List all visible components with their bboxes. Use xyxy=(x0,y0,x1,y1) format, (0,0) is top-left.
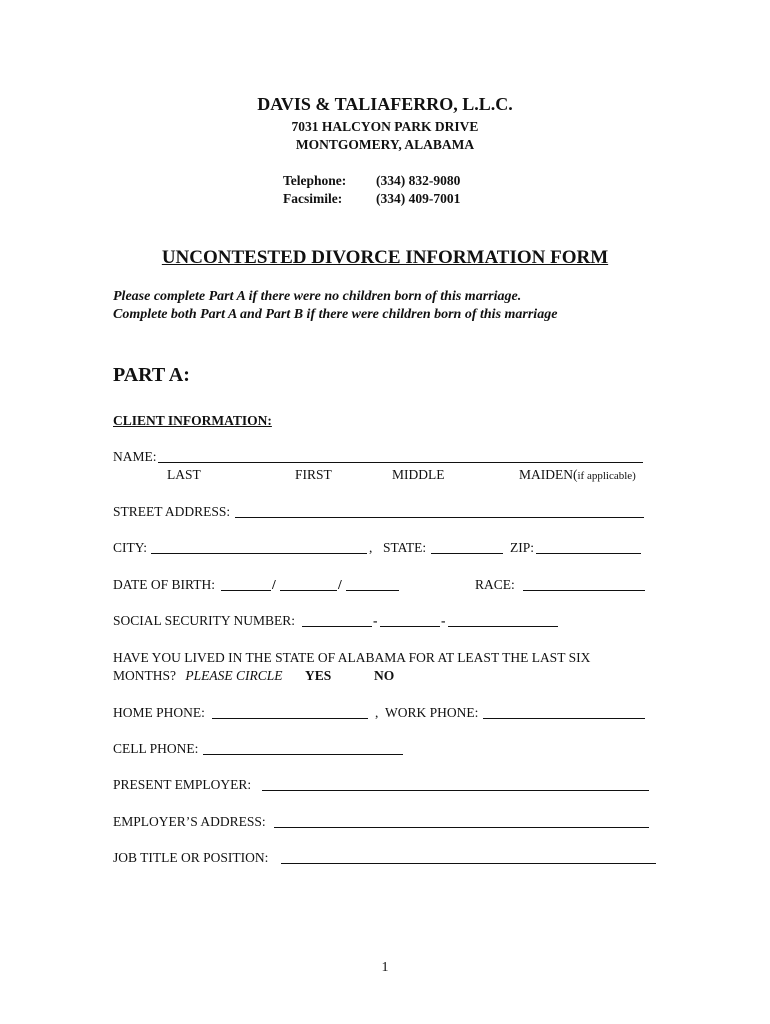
maiden-label: MAIDEN( xyxy=(519,467,578,482)
job-title-field[interactable] xyxy=(281,863,656,864)
zip-label: ZIP: xyxy=(510,540,535,555)
facsimile-row xyxy=(283,191,503,207)
ssn-label: SOCIAL SECURITY NUMBER: xyxy=(113,613,296,628)
ssn-part3-field[interactable] xyxy=(448,626,558,627)
page-number: 1 xyxy=(381,960,389,975)
name-first-caption: FIRST xyxy=(295,467,332,482)
name-middle-caption: MIDDLE xyxy=(392,467,445,482)
cell-phone-field[interactable] xyxy=(203,754,403,755)
city-label: CITY: xyxy=(113,540,148,555)
telephone-label: Telephone: xyxy=(283,173,347,188)
street-address-field[interactable] xyxy=(235,517,644,518)
dob-month-field[interactable] xyxy=(221,590,271,591)
work-phone-label: WORK PHONE: xyxy=(385,705,479,720)
street-address-label: STREET ADDRESS: xyxy=(113,504,231,519)
instruction-line-1: Please complete Part A if there were no children born of this marriage. xyxy=(113,289,522,304)
employer-address-label: EMPLOYER’S ADDRESS: xyxy=(113,814,266,829)
dob-slash-1: / xyxy=(272,577,276,592)
name-field[interactable] xyxy=(158,462,643,463)
ssn-part2-field[interactable] xyxy=(380,626,440,627)
state-label: STATE: xyxy=(383,540,427,555)
ssn-part1-field[interactable] xyxy=(302,626,372,627)
telephone-value: (334) 832-9080 xyxy=(376,173,461,188)
form-title: UNCONTESTED DIVORCE INFORMATION FORM xyxy=(161,247,609,268)
name-last-caption: LAST xyxy=(167,467,201,482)
cell-phone-label: CELL PHONE: xyxy=(113,741,199,756)
telephone-row xyxy=(283,173,503,189)
present-employer-field[interactable] xyxy=(262,790,649,791)
residency-months: MONTHS? xyxy=(113,668,176,683)
instruction-line-2: Complete both Part A and Part B if there were children born of this marriage xyxy=(113,307,558,322)
name-maiden-caption xyxy=(519,467,636,483)
name-label: NAME: xyxy=(113,449,157,464)
firm-name: DAVIS & TALIAFERRO, L.L.C. xyxy=(257,94,513,114)
phone-comma: , xyxy=(375,705,379,720)
ssn-dash-1: - xyxy=(373,613,378,628)
present-employer-label: PRESENT EMPLOYER: xyxy=(113,777,252,792)
residency-no-option[interactable]: NO xyxy=(374,668,395,683)
dob-year-field[interactable] xyxy=(346,590,399,591)
firm-address-line2: MONTGOMERY, ALABAMA xyxy=(295,137,475,152)
date-of-birth-label: DATE OF BIRTH: xyxy=(113,577,215,592)
residency-question-line1: HAVE YOU LIVED IN THE STATE OF ALABAMA FOR AT LEAST THE LAST SIX xyxy=(113,650,591,665)
city-comma: , xyxy=(369,540,373,555)
facsimile-value: (334) 409-7001 xyxy=(376,191,461,206)
zip-field[interactable] xyxy=(536,553,641,554)
client-information-heading: CLIENT INFORMATION: xyxy=(113,413,272,428)
race-field[interactable] xyxy=(523,590,645,591)
city-field[interactable] xyxy=(151,553,367,554)
part-a-heading: PART A: xyxy=(113,364,190,386)
residency-question-line2 xyxy=(113,668,283,684)
dob-day-field[interactable] xyxy=(280,590,337,591)
please-circle-instruction: PLEASE CIRCLE xyxy=(185,668,283,683)
residency-yes-option[interactable]: YES xyxy=(305,668,332,683)
race-label: RACE: xyxy=(475,577,515,592)
home-phone-label: HOME PHONE: xyxy=(113,705,205,720)
facsimile-label: Facsimile: xyxy=(283,191,343,206)
employer-address-field[interactable] xyxy=(274,827,649,828)
dob-slash-2: / xyxy=(338,577,342,592)
job-title-label: JOB TITLE OR POSITION: xyxy=(113,850,269,865)
ssn-dash-2: - xyxy=(441,613,446,628)
firm-address-line1: 7031 HALCYON PARK DRIVE xyxy=(291,119,479,134)
work-phone-field[interactable] xyxy=(483,718,645,719)
home-phone-field[interactable] xyxy=(212,718,368,719)
maiden-note: if applicable) xyxy=(577,470,636,482)
state-field[interactable] xyxy=(431,553,503,554)
